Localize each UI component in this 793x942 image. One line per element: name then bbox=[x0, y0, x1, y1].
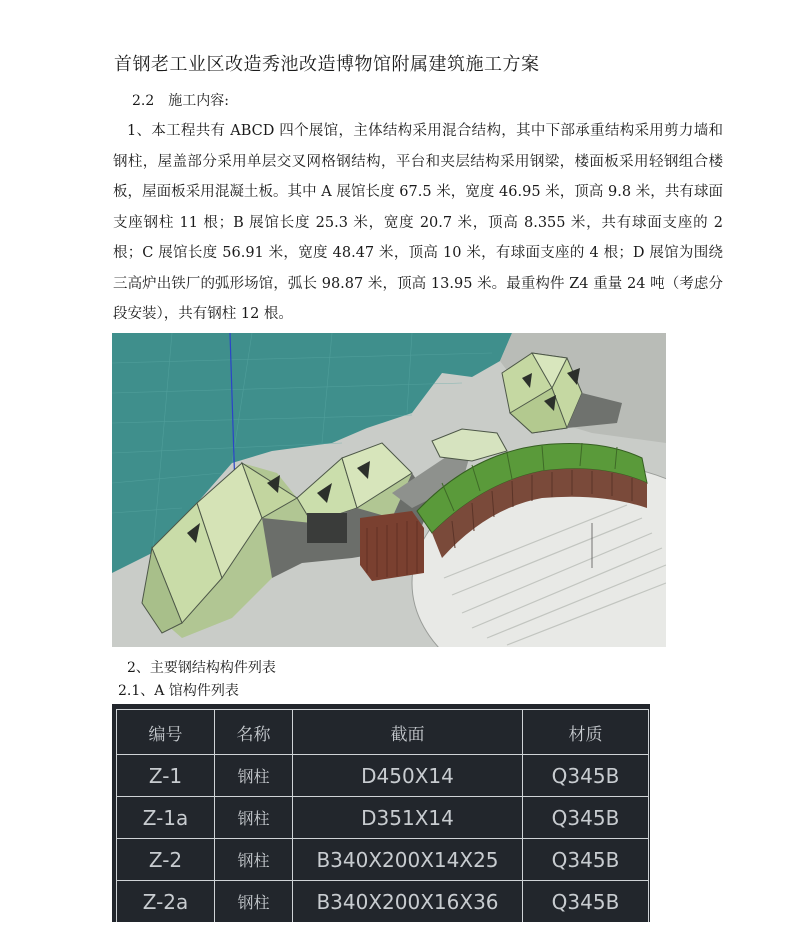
cell-material: Q345B bbox=[523, 881, 649, 923]
table-row bbox=[117, 755, 649, 797]
header-section: 截面 bbox=[293, 710, 523, 755]
cell-number: Z-1a bbox=[117, 797, 215, 839]
section-heading: 2.2 施工内容: bbox=[132, 93, 229, 109]
cell-material: Q345B bbox=[523, 797, 649, 839]
cell-material: Q345B bbox=[523, 755, 649, 797]
table-row bbox=[117, 881, 649, 923]
cell-section: B340X200X16X36 bbox=[293, 881, 523, 923]
document-title: 首钢老工业区改造秀池改造博物馆附属建筑施工方案 bbox=[114, 54, 540, 75]
paragraph-text: 1、本工程共有 ABCD 四个展馆，主体结构采用混合结构，其中下部承重结构采用剪力墙和钢柱，屋盖部分采用单层交叉网格钢结构，平台和夹层结构采用钢梁，楼面板采用轻钢组合楼板，屋面板采用混凝土板。其中 A 展馆长度 67.5 米，宽度 46.95 米，顶高 9.8 米，共有球面支座钢柱 11 根；B 展馆长度 25.3 米，宽度 20.7 米，顶高 8.355 米，共有球面支座的 2 根；C 展馆长度 56.91 米，宽度 48.47 米，顶高 10 米，有球面支座的 4 根；D 展馆为围绕三高炉出铁厂的弧形场馆，弧长 98.87 米，顶高 13.95 米。最重构件 Z4 重量 24 吨（考虑分段安装），共有钢柱 12 根。 bbox=[113, 123, 723, 322]
hall-a-components-table bbox=[112, 704, 650, 922]
cell-number: Z-2a bbox=[117, 881, 215, 923]
building-model-image bbox=[112, 333, 666, 647]
header-number: 编号 bbox=[117, 710, 215, 755]
cell-name: 钢柱 bbox=[215, 755, 293, 797]
cell-material: Q345B bbox=[523, 839, 649, 881]
cell-name: 钢柱 bbox=[215, 797, 293, 839]
header-material: 材质 bbox=[523, 710, 649, 755]
cell-section: D450X14 bbox=[293, 755, 523, 797]
cell-section: D351X14 bbox=[293, 797, 523, 839]
steel-components-list-heading: 2、主要钢结构构件列表 bbox=[127, 660, 276, 676]
header-name: 名称 bbox=[215, 710, 293, 755]
cell-section: B340X200X14X25 bbox=[293, 839, 523, 881]
cell-name: 钢柱 bbox=[215, 839, 293, 881]
components-table bbox=[116, 709, 649, 922]
cell-number: Z-2 bbox=[117, 839, 215, 881]
cell-number: Z-1 bbox=[117, 755, 215, 797]
architectural-rendering bbox=[112, 333, 666, 647]
table-row bbox=[117, 839, 649, 881]
construction-content-paragraph bbox=[113, 116, 723, 330]
table-row bbox=[117, 797, 649, 839]
cell-name: 钢柱 bbox=[215, 881, 293, 923]
hall-a-components-heading: 2.1、A 馆构件列表 bbox=[118, 683, 239, 699]
table-header-row bbox=[117, 710, 649, 755]
